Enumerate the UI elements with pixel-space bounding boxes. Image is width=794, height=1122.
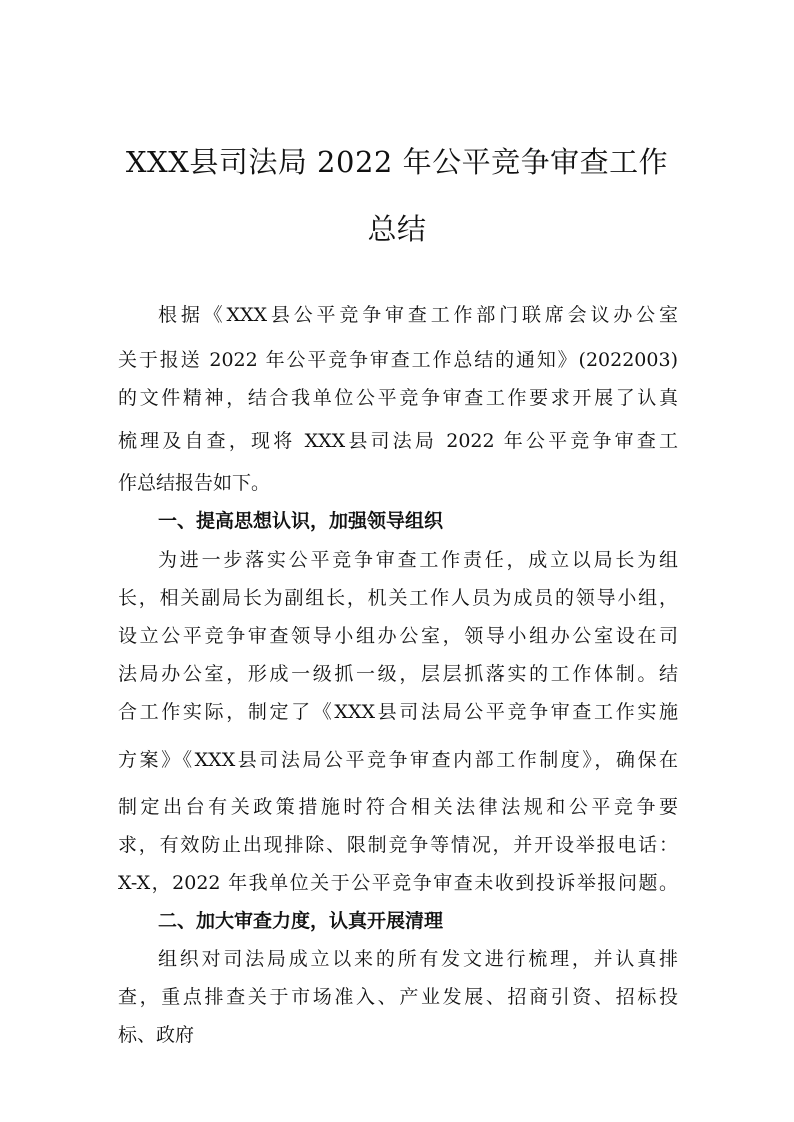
paragraph-line: 方案》《XXX县司法局公平竞争审查内部工作制度》，确保在: [118, 749, 678, 771]
section-heading-2: 二、加大审查力度，认真开展清理: [158, 910, 444, 932]
paragraph-line: 查，重点排查关于市场准入、产业发展、招商引资、招标投: [118, 986, 678, 1008]
paragraph-line: 法局办公室，形成一级抓一级，层层抓落实的工作体制。结: [118, 663, 678, 685]
document-title-line-2: 总结: [367, 212, 427, 246]
paragraph-line: 关于报送 2022 年公平竞争审查工作总结的通知》(2022003): [118, 349, 678, 371]
paragraph-line: 根据《XXX县公平竞争审查工作部门联席会议办公室: [158, 304, 678, 326]
paragraph-line: X-X，2022 年我单位关于公平竞争审查未收到投诉举报问题。: [118, 872, 678, 894]
paragraph-line: 制定出台有关政策措施时符合相关法律法规和公平竞争要: [118, 796, 678, 818]
paragraph-line: 合工作实际，制定了《XXX县司法局公平竞争审查工作实施: [118, 701, 678, 723]
paragraph-line: 标、政府: [118, 1024, 195, 1046]
paragraph-line: 长，相关副局长为副组长，机关工作人员为成员的领导小组，: [118, 587, 678, 609]
section-heading-1: 一、提高思想认识，加强领导组织: [158, 510, 444, 532]
paragraph-line: 组织对司法局成立以来的所有发文进行梳理，并认真排: [158, 948, 678, 970]
paragraph-line: 设立公平竞争审查领导小组办公室，领导小组办公室设在司: [118, 625, 678, 647]
paragraph-line: 作总结报告如下。: [118, 472, 271, 494]
paragraph-line: 求，有效防止出现排除、限制竞争等情况，并开设举报电话：: [118, 834, 678, 856]
paragraph-line: 梳理及自查，现将 XXX县司法局 2022 年公平竞争审查工: [118, 430, 678, 452]
paragraph-line: 为进一步落实公平竞争审查工作责任，成立以局长为组: [158, 549, 678, 571]
paragraph-line: 的文件精神，结合我单位公平竞争审查工作要求开展了认真: [118, 387, 678, 409]
document-title-line-1: XXX县司法局 2022 年公平竞争审查工作: [125, 145, 669, 179]
